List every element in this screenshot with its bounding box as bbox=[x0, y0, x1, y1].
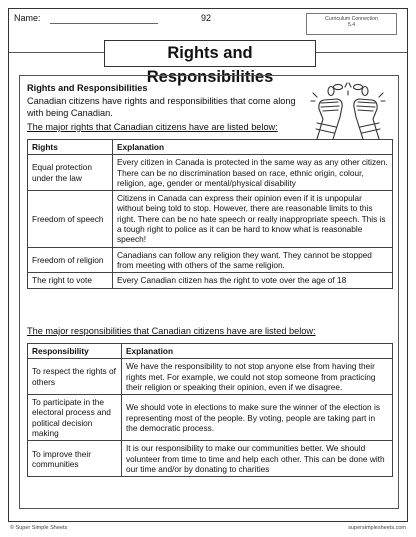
table-row bbox=[28, 191, 393, 247]
column-header: Explanation bbox=[113, 140, 393, 155]
intro-text: Canadian citizens have rights and responsibilities that come along with being Canadian. bbox=[27, 96, 296, 118]
right-explanation: Every citizen in Canada is protected in the same way as any other citizen. There can be no discrimination based on race, ethnic origin, colour, religion, age, gender or mental/physical disability bbox=[113, 155, 393, 191]
name-line[interactable] bbox=[50, 23, 158, 24]
table-row bbox=[28, 273, 393, 288]
curriculum-connection-label: Curriculum Connection bbox=[325, 16, 378, 22]
responsibility-name: To respect the rights of others bbox=[28, 359, 122, 395]
table-row bbox=[28, 441, 393, 477]
content-box bbox=[19, 75, 399, 509]
right-explanation: Canadians can follow any religion they want. They cannot be stopped from meeting with others of the same religion. bbox=[113, 247, 393, 273]
responsibility-explanation: We have the responsibility to not stop anyone else from having their rights met. For example, we could not stop someone from practicing their religion or speaking their opinion, even if we disagree. bbox=[122, 359, 393, 395]
page-title: Rights and Responsibilities bbox=[104, 40, 316, 67]
curriculum-connection-code: 5.4 bbox=[347, 21, 356, 28]
curriculum-connection-box bbox=[306, 13, 397, 35]
right-name: The right to vote bbox=[28, 273, 113, 288]
right-explanation: Citizens in Canada can express their opinion even if it is unpopular without being told to stop. However, there are reasonable limits to this right. There can be no hate speech or really inappropriate speech. This is a tough right to police as it can be hard to know what is reasonable speech! bbox=[113, 191, 393, 247]
right-name: Equal protection under the law bbox=[28, 155, 113, 191]
footer-copyright: © Super Simple Sheets bbox=[10, 525, 68, 531]
name-label: Name: bbox=[14, 13, 41, 23]
table-row bbox=[28, 155, 393, 191]
responsibilities-intro: The major responsibilities that Canadian citizens have are listed below: bbox=[27, 326, 316, 336]
responsibility-name: To participate in the electoral process and political decision making bbox=[28, 395, 122, 441]
table-row bbox=[28, 359, 393, 395]
responsibilities-table bbox=[27, 343, 393, 477]
responsibility-explanation: We should vote in elections to make sure the winner of the election is representing most of the people. By voting, people are taking part in the democratic process. bbox=[122, 395, 393, 441]
footer-website[interactable]: supersimplesheets.com bbox=[348, 525, 406, 531]
right-name: Freedom of religion bbox=[28, 247, 113, 273]
rights-intro: The major rights that Canadian citizens have are listed below: bbox=[27, 122, 278, 132]
right-explanation: Every Canadian citizen has the right to vote over the age of 18 bbox=[113, 273, 393, 288]
column-header: Rights bbox=[28, 140, 113, 155]
column-header: Explanation bbox=[122, 344, 393, 359]
responsibility-explanation: It is our responsibility to make our communities better. We should volunteer from time to time and help each other. This can be done with our time and/or by donating to charities bbox=[122, 441, 393, 477]
intro-heading: Rights and Responsibilities bbox=[27, 83, 148, 93]
rights-table bbox=[27, 139, 393, 289]
table-row bbox=[28, 395, 393, 441]
page-number: 92 bbox=[201, 13, 212, 23]
table-header-row bbox=[28, 140, 393, 155]
responsibility-name: To improve their communities bbox=[28, 441, 122, 477]
table-header-row bbox=[28, 344, 393, 359]
column-header: Responsibility bbox=[28, 344, 122, 359]
right-name: Freedom of speech bbox=[28, 191, 113, 247]
broken-chains-fists-icon bbox=[305, 79, 391, 141]
table-row bbox=[28, 247, 393, 273]
